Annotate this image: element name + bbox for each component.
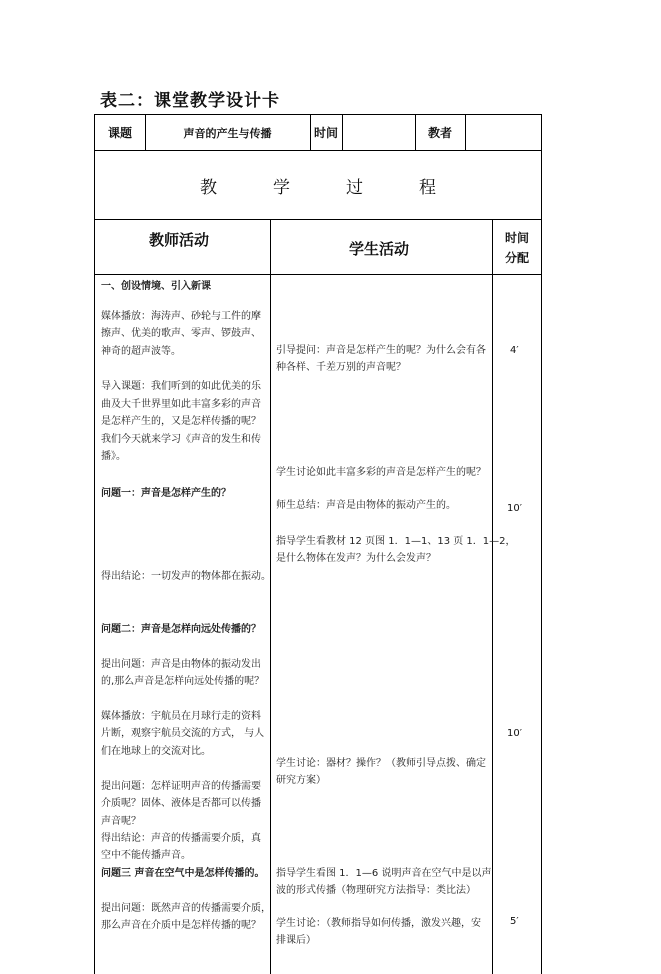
student-text: 研究方案） (276, 775, 326, 786)
column-header-row (94, 219, 542, 275)
process-row (94, 150, 542, 220)
teacher-text: 擦声、优美的歌声、零声、锣鼓声、 (101, 328, 261, 339)
process-char: 程 (419, 177, 436, 198)
teacher-text: 媒体播放：海涛声、砂轮与工件的摩 (101, 311, 261, 322)
teacher-text: 那么声音在介质中是怎样传播的呢？ (101, 920, 261, 931)
time-allocation-header-line2: 分配 (505, 251, 530, 265)
teacher-text: 得出结论：声音的传播需要介质，真 (101, 833, 261, 844)
info-row (94, 114, 542, 151)
student-text: 学生讨论：器材？操作？（教师引导点拨、确定 (276, 758, 486, 769)
topic-label: 课题 (107, 126, 132, 140)
teacher-activity-header: 教师活动 (149, 231, 210, 249)
student-text: 指导学生看教材 12 页图 1．1—1、13 页 1．1—2， (276, 536, 516, 547)
student-text: 波的形式传播（物理研究方法指导：类比法） (276, 885, 476, 896)
time-allocation: 10′ (507, 728, 522, 739)
teacher-text: 神奇的超声波等。 (101, 346, 181, 357)
teacher-text: 媒体播放：宇航员在月球行走的资料 (101, 711, 261, 722)
body-row (94, 274, 542, 974)
student-activity-header: 学生活动 (349, 240, 410, 258)
student-text: 学生讨论：（教师指导如何传播，激发兴趣，安 (276, 918, 481, 929)
teacher-text: 提出问题：声音是由物体的振动发出 (101, 659, 261, 670)
teacher-text: 提出问题：怎样证明声音的传播需要 (101, 781, 261, 792)
student-text: 指导学生看图 1．1—6 说明声音在空气中是以声 (276, 868, 492, 879)
time-label: 时间 (314, 126, 339, 140)
student-text: 引导提问：声音是怎样产生的呢？为什么会有各 (276, 345, 486, 356)
question-two: 问题二：声音是怎样向远处传播的？ (101, 624, 261, 635)
teacher-text: 曲及大千世界里如此丰富多彩的声音 (101, 399, 261, 410)
process-heading (95, 151, 541, 219)
student-text: 种各样、千差万别的声音呢？ (276, 362, 406, 373)
teacher-text: 是怎样产生的，又是怎样传播的呢？ (101, 416, 261, 427)
teacher-text: 片断，观察宇航员交流的方式， 与人 (101, 728, 265, 739)
process-char: 教 (200, 177, 217, 198)
teacher-text: 我们今天就来学习《声音的发生和传 (101, 434, 261, 445)
teacher-text: 提出问题：既然声音的传播需要介质， (101, 903, 271, 914)
teacher-text: 声音呢？ (101, 816, 141, 827)
teacher-text: 介质呢？固体、液体是否都可以传播 (101, 798, 261, 809)
topic-value: 声音的产生与传播 (183, 126, 272, 140)
teacher-text: 们在地球上的交流对比。 (101, 746, 211, 757)
process-char: 过 (346, 177, 363, 198)
teacher-label: 教者 (427, 126, 452, 140)
student-text: 师生总结：声音是由物体的振动产生的。 (276, 500, 456, 511)
time-allocation: 10′ (507, 503, 522, 514)
question-three: 问题三 声音在空气中是怎样传播的。 (101, 868, 265, 879)
student-text: 学生讨论如此丰富多彩的声音是怎样产生的呢？ (276, 467, 486, 478)
time-allocation-header-line1: 时间 (505, 231, 530, 245)
section-title: 一、创设情境、引入新课 (101, 281, 211, 292)
teacher-text: 的,那么声音是怎样向远处传播的呢？ (101, 676, 265, 687)
teacher-value (465, 115, 543, 150)
teacher-text: 得出结论：一切发声的物体都在振动。 (101, 571, 271, 582)
teacher-text: 导入课题：我们听到的如此优美的乐 (101, 381, 261, 392)
teacher-text: 空中不能传播声音。 (101, 850, 191, 861)
time-value (342, 115, 415, 150)
document-title: 表二：课堂教学设计卡 (100, 91, 280, 111)
student-text: 排课后） (276, 935, 316, 946)
student-text: 是什么物体在发声？为什么会发声？ (276, 553, 436, 564)
question-one: 问题一：声音是怎样产生的？ (101, 488, 231, 499)
teacher-text: 播》。 (101, 451, 126, 462)
time-allocation: 4′ (510, 345, 519, 356)
time-allocation: 5′ (510, 916, 519, 927)
process-char: 学 (273, 177, 290, 198)
